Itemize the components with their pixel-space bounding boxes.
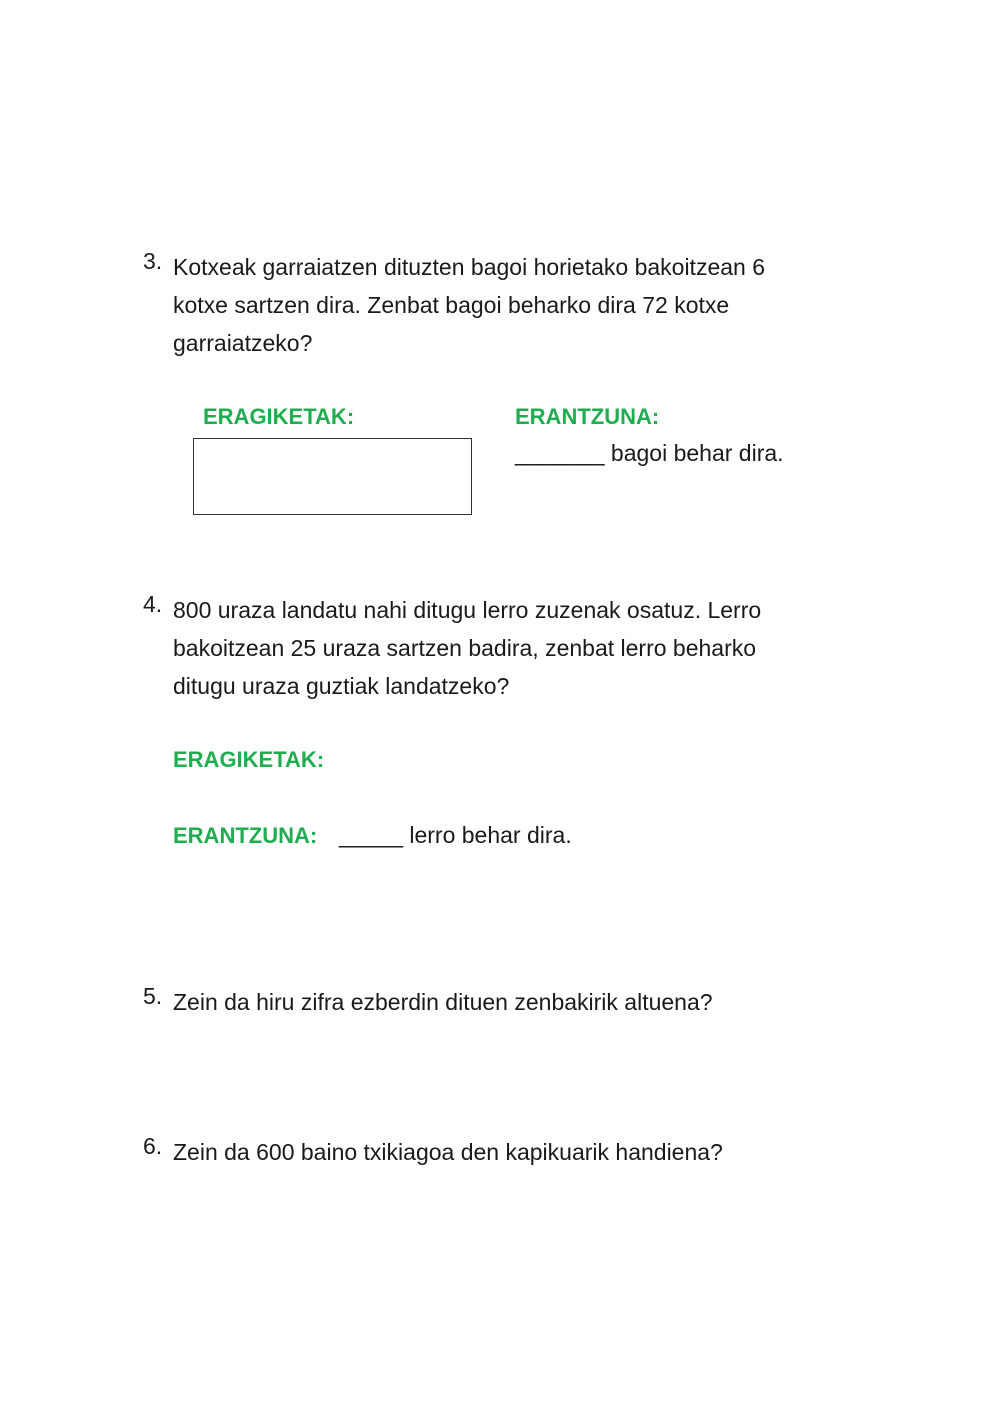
operations-label: ERAGIKETAK: xyxy=(173,747,325,772)
question-text xyxy=(173,983,833,1021)
question-number: 3. xyxy=(143,248,163,274)
answer-line[interactable]: _____ lerro behar dira. xyxy=(339,822,572,848)
question-text xyxy=(173,1133,833,1171)
operations-label: ERAGIKETAK: xyxy=(203,404,355,429)
question-number: 5. xyxy=(143,983,163,1009)
question-line: Zein da 600 baino txikiagoa den kapikuarik handiena? xyxy=(173,1139,723,1165)
question-text xyxy=(173,248,833,362)
question-line: 800 uraza landatu nahi ditugu lerro zuzenak osatuz. Lerro xyxy=(173,597,762,623)
question-text xyxy=(173,591,833,705)
operations-box[interactable] xyxy=(193,438,472,515)
question-line: garraiatzeko? xyxy=(173,330,313,356)
question-number: 4. xyxy=(143,591,163,617)
question-line: Kotxeak garraiatzen dituzten bagoi horietako bakoitzean 6 xyxy=(173,254,766,280)
question-line: kotxe sartzen dira. Zenbat bagoi beharko dira 72 kotxe xyxy=(173,292,730,318)
question-number: 6. xyxy=(143,1133,163,1159)
question-line: ditugu uraza guztiak landatzeko? xyxy=(173,673,510,699)
question-line: Zein da hiru zifra ezberdin dituen zenbakirik altuena? xyxy=(173,989,713,1015)
answer-label: ERANTZUNA: xyxy=(173,823,318,848)
question-line: bakoitzean 25 uraza sartzen badira, zenbat lerro beharko xyxy=(173,635,757,661)
answer-label: ERANTZUNA: xyxy=(515,404,660,429)
answer-line[interactable]: _______ bagoi behar dira. xyxy=(515,440,784,466)
